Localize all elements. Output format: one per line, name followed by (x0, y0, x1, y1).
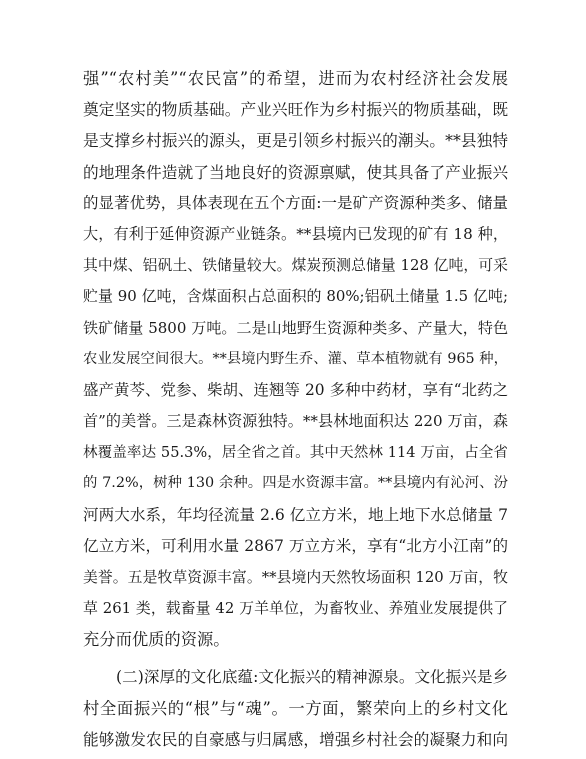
text-line: 大，有利于延伸资源产业链条。**县境内已发现的矿有 18 种， (83, 224, 508, 243)
text-line: 河两大水系，年均径流量 2.6 亿立方米，地上地下水总储量 7 (83, 505, 508, 524)
text-line: 草 261 类，载畜量 42 万羊单位，为畜牧业、养殖业发展提供了 (83, 599, 508, 618)
text-line: 亿立方米，可利用水量 2867 万立方米，享有“北方小江南”的 (83, 536, 508, 555)
text-line: 是支撑乡村振兴的源头，更是引领乡村振兴的潮头。**县独特 (83, 131, 508, 151)
text-line: 贮量 90 亿吨，含煤面积占总面积的 80%;铝矾土储量 1.5 亿吨; (83, 287, 508, 306)
text-line: 村全面振兴的“根”与“魂”。一方面，繁荣向上的乡村文化 (83, 698, 508, 718)
text-line: 盛产黄芩、党参、柴胡、连翘等 20 多种中药材，享有“北药之 (83, 380, 508, 399)
text-line: 的地理条件造就了当地良好的资源禀赋，使其具备了产业振兴 (83, 162, 508, 182)
text-line: 能够激发农民的自豪感与归属感，增强乡村社会的凝聚力和向 (83, 729, 508, 749)
text-line: 美誉。五是牧草资源丰富。**县境内天然牧场面积 120 万亩，牧 (83, 569, 508, 586)
text-line: 铁矿储量 5800 万吨。二是山地野生资源种类多、产量大，特色 (83, 318, 508, 337)
text-line: 林覆盖率达 55.3%，居全省之首。其中天然林 114 万亩，占全省 (83, 444, 508, 462)
paragraph-industry-resources (83, 63, 508, 656)
text-line: 的 7.2%，树种 130 余种。四是水资源丰富。**县境内有沁河、汾 (83, 475, 508, 492)
paragraph-cultural-heritage (83, 662, 508, 756)
text-line: 农业发展空间很大。**县境内野生乔、灌、草本植物就有 965 种， (83, 350, 508, 367)
text-line: 强”“农村美”“农民富”的希望，进而为农村经济社会发展 (83, 69, 508, 88)
text-line: 充分而优质的资源。 (83, 630, 230, 650)
text-line: 其中煤、铝矾土、铁储量较大。煤炭预测总储量 128 亿吨，可采 (83, 257, 508, 275)
text-line: 奠定坚实的物质基础。产业兴旺作为乡村振兴的物质基础，既 (83, 100, 508, 120)
section-heading-line: (二)深厚的文化底蕴:文化振兴的精神源泉。文化振兴是乡 (116, 667, 508, 686)
text-line: 首”的美誉。三是森林资源独特。**县林地面积达 220 万亩，森 (83, 412, 508, 431)
text-line: 的显著优势，具体表现在五个方面:一是矿产资源种类多、储量 (83, 193, 508, 212)
document-body (83, 63, 508, 755)
